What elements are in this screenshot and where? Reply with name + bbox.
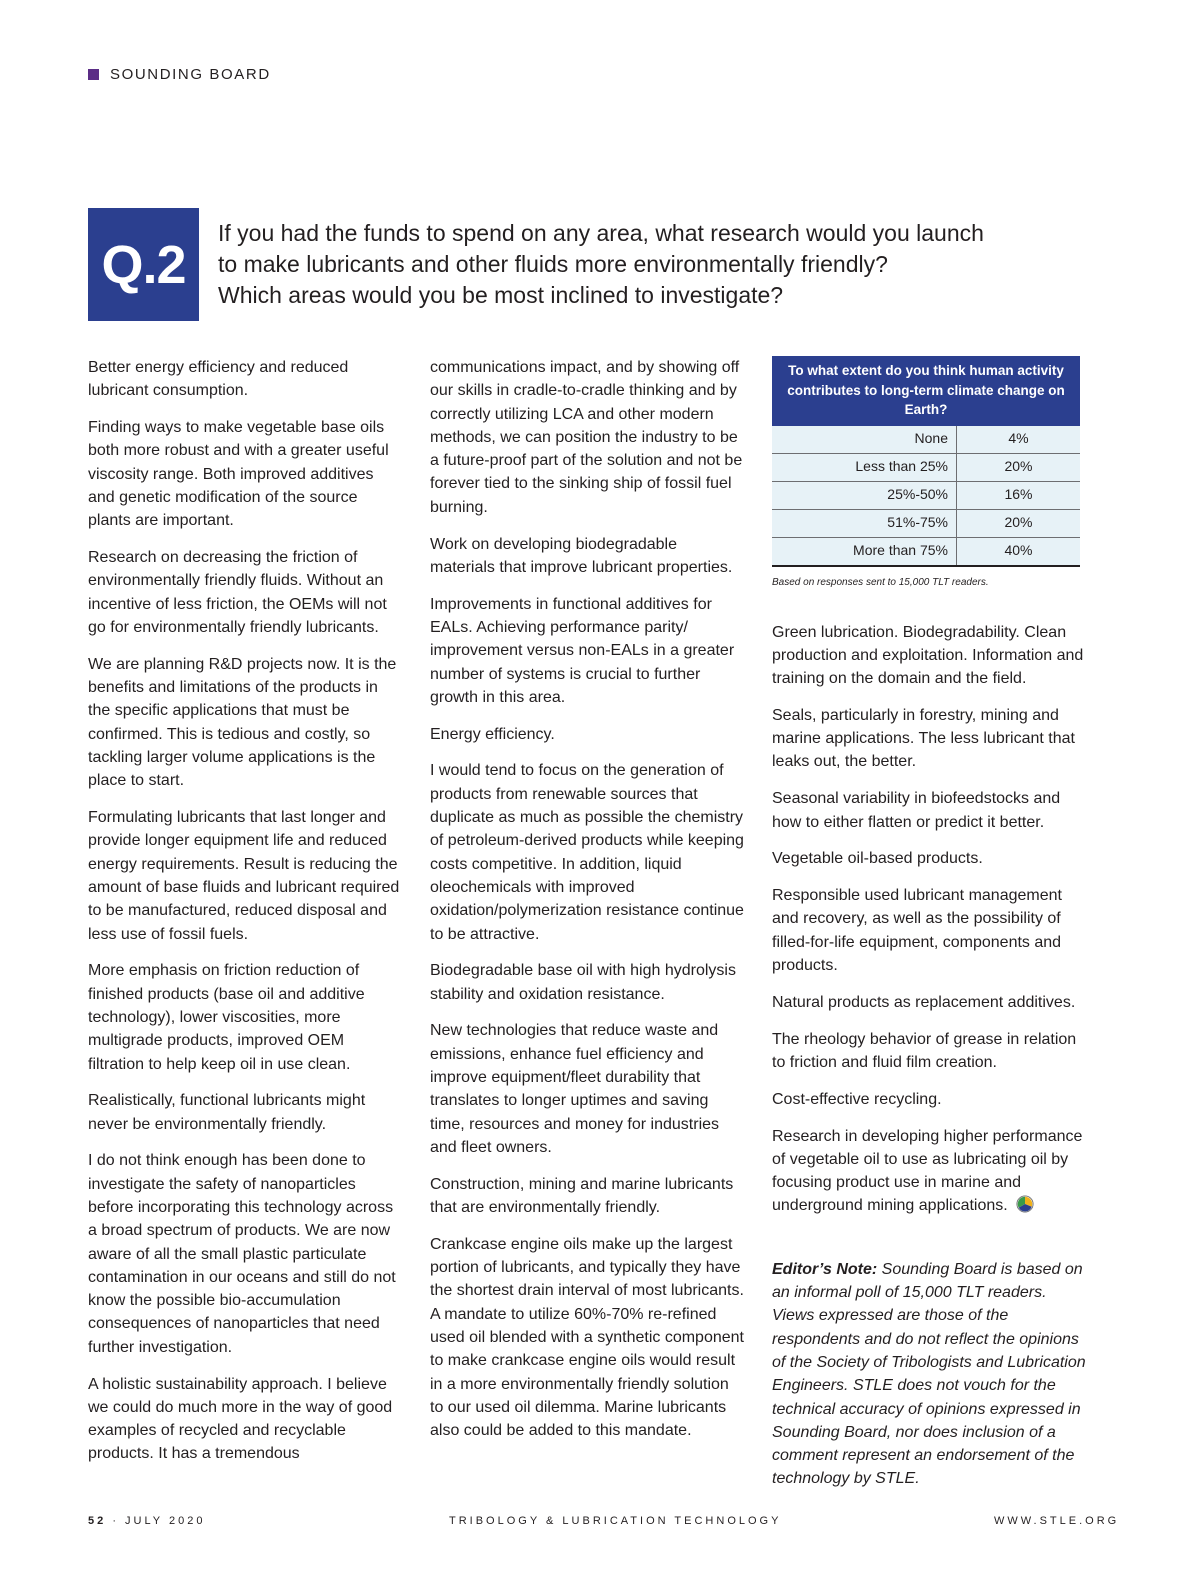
poll-box (772, 356, 1080, 567)
question-line-2: to make lubricants and other fluids more environmentally friendly? (218, 251, 888, 277)
issue-date: JULY 2020 (125, 1515, 206, 1527)
website-link[interactable]: WWW.STLE.ORG (994, 1515, 1120, 1527)
editor-note-label: Editor’s Note: (772, 1260, 878, 1278)
editor-note-text: Sounding Board is based on an informal poll of 15,000 TLT readers. Views expressed are those of the respondents and do not reflect the opinions of the Society of Tribologists and Lubrication Engineers. STLE does not vouch for the technical accuracy of opinions expressed in Sounding Board, nor does inclusion of a comment represent an endorsement of the technology by STLE. (772, 1260, 1086, 1488)
response-paragraph: Energy efficiency. (430, 725, 555, 743)
poll-label: None (772, 426, 957, 454)
stle-end-mark-icon (1016, 1195, 1034, 1213)
column-1 (88, 356, 403, 1479)
response-paragraph: The rheology behavior of grease in relation to friction and fluid film creation. (772, 1030, 1077, 1071)
table-row (772, 481, 1080, 509)
response-paragraph: Work on developing biodegradable materials that improve lubricant properties. (430, 535, 733, 576)
poll-value: 4% (957, 426, 1081, 454)
response-paragraph: Seals, particularly in forestry, mining and marine applications. The less lubricant that leaks out, the better. (772, 706, 1075, 771)
page-number: 52 (88, 1515, 107, 1527)
column-2 (430, 356, 745, 1456)
response-paragraph: Finding ways to make vegetable base oils both more robust and with a greater useful viscosity range. Both improved additives and genetic modification of the source plants are important. (88, 419, 389, 530)
response-paragraph: communications impact, and by showing off our skills in cradle-to-cradle thinking and by correctly utilizing LCA and other modern methods, we can position the industry to be a future-proof part of the solution and not be forever tied to the sinking ship of fossil fuel burning. (430, 359, 743, 516)
question-line-3: Which areas would you be most inclined to investigate? (218, 282, 784, 308)
column-3 (772, 356, 1087, 1504)
response-paragraph: Natural products as replacement additives. (772, 993, 1076, 1011)
poll-value: 16% (957, 481, 1081, 509)
poll-title: To what extent do you think human activity contributes to long-term climate change on Earth? (772, 356, 1080, 426)
question-line-1: If you had the funds to spend on any area, what research would you launch (218, 220, 984, 246)
table-row (772, 537, 1080, 566)
section-header (88, 66, 271, 83)
response-paragraph: Improvements in functional additives for EALs. Achieving performance parity/ improvement versus non-EALs in a greater number of systems is crucial to further growth in this area. (430, 595, 735, 706)
question-number: Q.2 (101, 234, 186, 295)
section-title: SOUNDING BOARD (110, 66, 271, 83)
response-paragraph: New technologies that reduce waste and emissions, enhance fuel efficiency and improve equipment/fleet durability that translates to longer uptimes and saving time, resources and money for industries and fleet owners. (430, 1022, 720, 1156)
publication-name: TRIBOLOGY & LUBRICATION TECHNOLOGY (449, 1515, 782, 1527)
response-paragraph-final (772, 1125, 1087, 1218)
table-row (772, 509, 1080, 537)
poll-label: 51%-75% (772, 509, 957, 537)
response-paragraph: Crankcase engine oils make up the largest portion of lubricants, and typically they have the shortest drain interval of most lubricants. A mandate to utilize 60%-70% re-refined used oil blended with a synthetic component to make crankcase engine oils would result in a more environmentally friendly solution to our used oil dilemma. Marine lubricants also could be added to this mandate. (430, 1235, 744, 1440)
poll-label: 25%-50% (772, 481, 957, 509)
editor-note (772, 1258, 1087, 1491)
response-paragraph: Vegetable oil-based products. (772, 850, 983, 868)
section-square-icon (88, 69, 99, 80)
response-paragraph: Cost-effective recycling. (772, 1090, 942, 1108)
table-row (772, 453, 1080, 481)
response-paragraph: Formulating lubricants that last longer and provide longer equipment life and reduced energy requirements. Result is reducing the amount of base fluids and lubricant required to be manufactured, reduced disposal and less use of fossil fuels. (88, 809, 400, 943)
response-paragraph: Green lubrication. Biodegradability. Clean production and exploitation. Information and training on the domain and the field. (772, 623, 1084, 688)
poll-value: 40% (957, 537, 1081, 566)
response-paragraph: Realistically, functional lubricants might never be environmentally friendly. (88, 1092, 366, 1133)
response-paragraph: Construction, mining and marine lubricants that are environmentally friendly. (430, 1175, 734, 1216)
poll-value: 20% (957, 453, 1081, 481)
response-paragraph: Research on decreasing the friction of environmentally friendly fluids. Without an incentive of less friction, the OEMs will not go for environmentally friendly lubricants. (88, 549, 387, 636)
response-paragraph: Responsible used lubricant management and recovery, as well as the possibility of filled-for-life equipment, components and products. (772, 887, 1062, 975)
poll-value: 20% (957, 509, 1081, 537)
footer-separator: · (112, 1515, 119, 1527)
question-text (218, 218, 1018, 311)
response-paragraph: Better energy efficiency and reduced lubricant consumption. (88, 359, 349, 400)
poll-note: Based on responses sent to 15,000 TLT readers. (772, 576, 989, 588)
response-paragraph: Biodegradable base oil with high hydrolysis stability and oxidation resistance. (430, 962, 736, 1003)
poll-table (772, 426, 1080, 567)
response-paragraph: I would tend to focus on the generation of products from renewable sources that duplicate as much as possible the chemistry of petroleum-derived products while keeping costs competitive. In addition, liquid oleochemicals with improved oxidation/polymerization resistance continue to be attractive. (430, 762, 744, 943)
footer-page-info (88, 1515, 205, 1527)
response-paragraph: Seasonal variability in biofeedstocks and how to either flatten or predict it better. (772, 790, 1061, 831)
response-text: Research in developing higher performance of vegetable oil to use as lubricating oil by focusing product use in marine and underground mining applications. (772, 1127, 1083, 1215)
response-paragraph: More emphasis on friction reduction of finished products (base oil and additive technology), lower viscosities, more multigrade products, improved OEM filtration to help keep oil in use clean. (88, 962, 365, 1073)
response-paragraph: I do not think enough has been done to investigate the safety of nanoparticles before incorporating this technology across a broad spectrum of products. We are now aware of all the small plastic particulate contamination in our oceans and still do not know the possible bio-accumulation consequences of nanoparticles that need further investigation. (88, 1152, 396, 1356)
table-row (772, 426, 1080, 454)
question-number-box (88, 208, 199, 321)
response-paragraph: A holistic sustainability approach. I believe we could do much more in the way of good examples of recycled and recyclable products. It has a tremendous (88, 1375, 393, 1463)
poll-label: Less than 25% (772, 453, 957, 481)
response-paragraph: We are planning R&D projects now. It is the benefits and limitations of the products in the specific applications that must be confirmed. This is tedious and costly, so tackling larger volume applications is the place to start. (88, 655, 397, 790)
poll-label: More than 75% (772, 537, 957, 566)
